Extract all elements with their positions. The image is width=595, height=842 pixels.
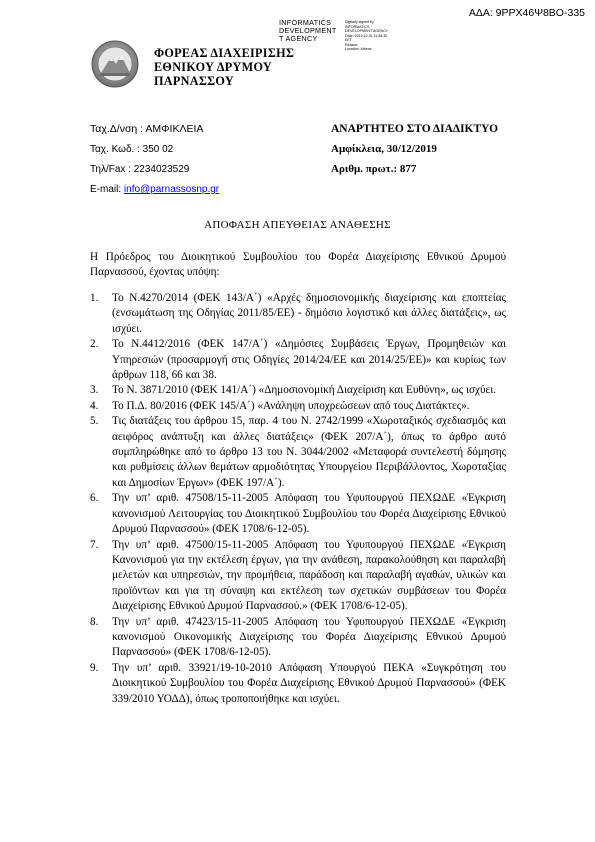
stamp-label: INFORMATICS DEVELOPMENT T AGENCY	[279, 18, 337, 43]
organization-logo-icon	[91, 40, 139, 88]
list-item: 4. Το Π.Δ. 80/2016 (ΦΕΚ 145/Α΄) «Ανάληψη υποχρεώσεων από τους Διατάκτες».	[90, 399, 470, 412]
digital-signature-stamp	[279, 19, 469, 51]
email-label: E-mail:	[90, 184, 122, 195]
list-item: 5. Τις διατάξεις του άρθρου 15, παρ. 4 του Ν. 2742/1999 «Χωροταξικός σχεδιασμός και αειφόρος ανάπτυξη και άλλες διατάξεις» (ΦΕΚ 207/Α΄), όπως το άρθρο αυτό συμπληρώθηκε από το άρθρο 13 του Ν. 3044/2002 «Μεταφορά συντελεστή δόμησης και ρυθμίσεις άλλων θεμάτων αρμοδιότητας Υπουργείου Περιβάλλοντος, Χωροταξίας και Δημοσίων Έργων» (ΦΕΚ 197/Α΄).	[90, 415, 506, 489]
list-item: 6. Την υπ’ αριθ. 47508/15-11-2005 Απόφαση του Υφυπουργού ΠΕΧΩΔΕ «Έγκριση κανονισμού Λειτουργίας του Διοικητικού Συμβουλίου του Φορέα Διαχείρισης Εθνικού Δρυμού Παρνασσού» (ΦΕΚ 1708/6-12-05).	[90, 492, 506, 536]
list-item: 1. Το Ν.4270/2014 (ΦΕΚ 143/Α΄) «Αρχές δημοσιονομικής διαχείρισης και εποπτείας (ενσωμάτωση της Οδηγίας 2011/85/ΕΕ) - δημόσιο λογιστικό και άλλες διατάξεις», ως ισχύει.	[90, 292, 506, 335]
considerations-list	[90, 291, 506, 707]
postcode: Ταχ. Κωδ. : 350 02	[90, 144, 174, 155]
posted-online-notice: ΑΝΑΡΤΗΤΕΟ ΣΤΟ ΔΙΑΔΙΚΤΥΟ	[331, 123, 499, 135]
list-item: 2. Το Ν.4412/2016 (ΦΕΚ 147/Α΄) «Δημόσιες Συμβάσεις Έργων, Προμηθειών και Υπηρεσιών (προσαρμογή στις Οδηγίες 2014/24/ΕΕ και 2014/25/ΕΕ)» και κυρίως των άρθρων 118, 66 και 38.	[90, 338, 506, 382]
list-item: 7. Την υπ’ αριθ. 47500/15-11-2005 Απόφαση του Υφυπουργού ΠΕΧΩΔΕ «Έγκριση Κανονισμού για την εκτέλεση έργων, για την ανάθεση, παρακολούθηση και παραλαβή μελετών και υπηρεσιών, την προμήθεια, παράδοση και παραλαβή αγαθών, υλικών και προϊόντων και για τη σύναψη και εκτέλεση των σχετικών συμβάσεων του Φορέα Διαχείρισης Εθνικού Δρυμού Παρνασσού.» (ΦΕΚ 1708/6-12-05).	[90, 538, 506, 613]
document-date: Αμφίκλεια, 30/12/2019	[331, 143, 437, 155]
list-item: 8. Την υπ’ αριθ. 47423/15-11-2005 Απόφαση του Υφυπουργού ΠΕΧΩΔΕ «Έγκριση κανονισμού Οικονομικής Διαχείρισης του Φορέα Διαχείρισης Εθνικού Δρυμού Παρνασσού» (ΦΕΚ 1708/6-12-05).	[90, 615, 506, 659]
email-line	[90, 183, 219, 196]
document-title: ΑΠΟΦΑΣΗ ΑΠΕΥΘΕΙΑΣ ΑΝΑΘΕΣΗΣ	[204, 219, 391, 231]
ada-code: ΑΔΑ: 9ΡΡΧ46Ψ8ΒΟ-335	[468, 7, 585, 19]
protocol-number: Αριθμ. πρωτ.: 877	[331, 163, 417, 175]
list-item: 9. Την υπ’ αριθ. 33921/19-10-2010 Απόφαση Υπουργού ΠΕΚΑ «Συγκρότηση του Διοικητικού Συμβουλίου του Φορέα Διαχείρισης Εθνικού Δρυμού Παρνασσού» (ΦΕΚ 339/2010 ΥΟΔΔ), όπως τροποποιήθηκε και ισχύει.	[90, 661, 506, 705]
list-item: 3. Το Ν. 3871/2010 (ΦΕΚ 141/Α΄) «Δημοσιονομική Διαχείριση και Ευθύνη», ως ισχύει.	[90, 384, 497, 397]
email-link[interactable]: info@parnassosnp.gr	[123, 184, 220, 195]
stamp-details: Digitally signed by INFORMATICS DEVELOPMENT AGENCY Date: 2019.12.31 11:38:30 EET Reason: Location: Athens	[345, 20, 389, 51]
address: Ταχ.Δ/νση : ΑΜΦΙΚΛΕΙΑ	[90, 123, 204, 135]
intro-paragraph: Η Πρόεδρος του Διοικητικού Συμβουλίου του Φορέα Διαχείρισης Εθνικού Δρυμού Παρνασσού, έχοντας υπόψη:	[90, 251, 506, 279]
phone: Τηλ/Fax : 2234023529	[90, 164, 190, 175]
organization-name: ΦΟΡΕΑΣ ΔΙΑΧΕΙΡΙΣΗΣ ΕΘΝΙΚΟΥ ΔΡΥΜΟΥ ΠΑΡΝΑΣΣΟΥ	[154, 46, 295, 88]
